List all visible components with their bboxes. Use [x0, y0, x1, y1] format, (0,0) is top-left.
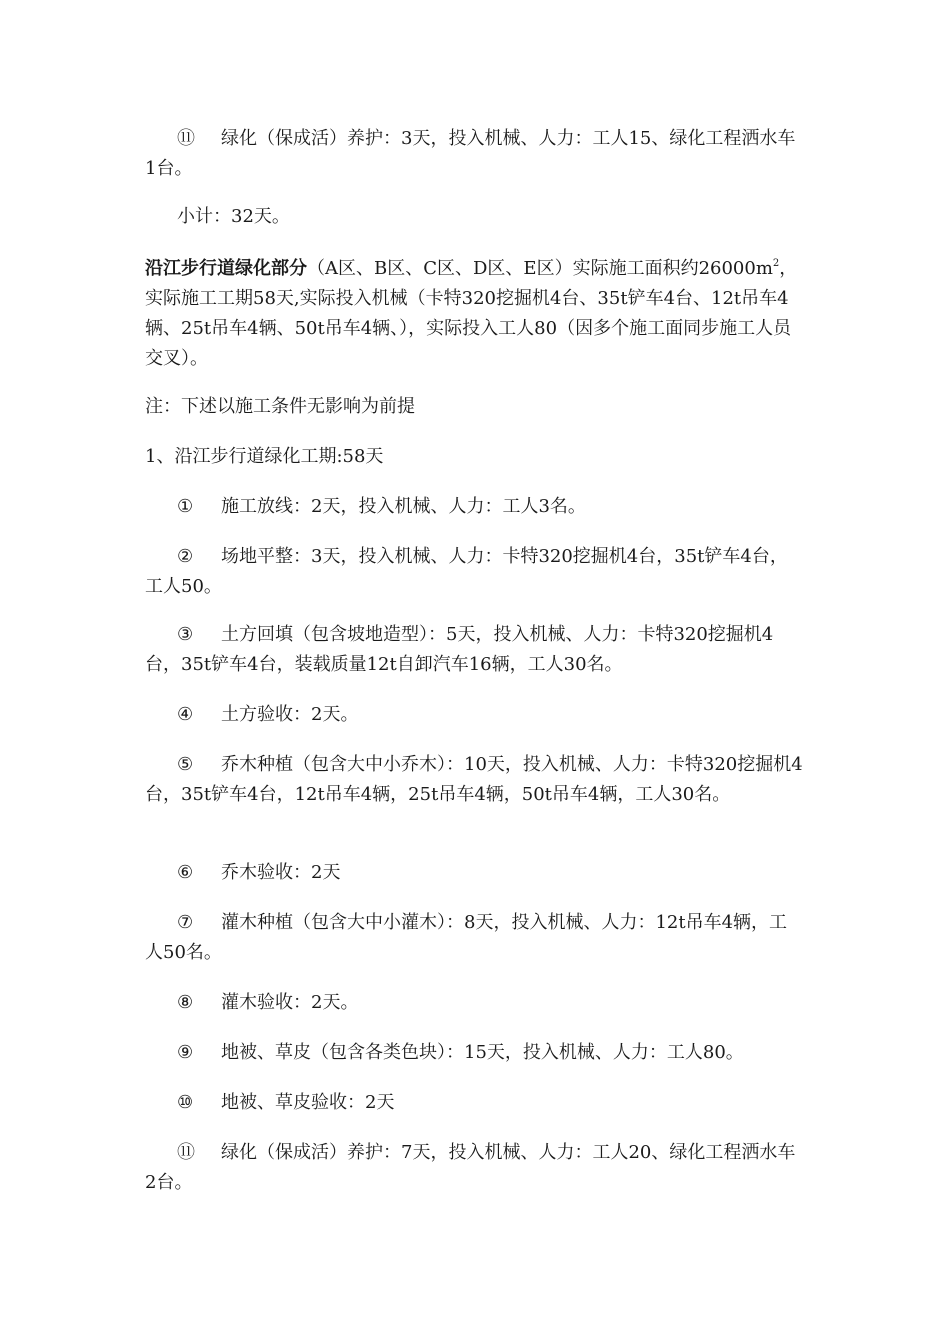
item-number: ① [177, 496, 194, 517]
paragraph-subtotal: 小计：32天。 [177, 206, 290, 227]
item-number: ⑤ [177, 754, 194, 775]
item-text: 绿化（保成活）养护：3天，投入机械、人力：工人15、绿化工程洒水车1台。 [145, 128, 796, 179]
item-text: 地被、草皮（包含各类色块）：15天，投入机械、人力：工人80。 [221, 1042, 744, 1063]
paragraph-item-4 [145, 700, 805, 730]
item-number: ④ [177, 704, 194, 725]
paragraph-item-6 [145, 858, 805, 888]
item-text: 施工放线：2天，投入机械、人力：工人3名。 [221, 496, 586, 517]
paragraph-item-5 [145, 750, 805, 810]
item-text: 绿化（保成活）养护：7天，投入机械、人力：工人20、绿化工程洒水车2台。 [145, 1142, 796, 1193]
item-number: ③ [177, 624, 194, 645]
paragraph-item-2 [145, 542, 805, 602]
item-number: ⑪ [177, 128, 195, 149]
paragraph-item-11-first [145, 124, 805, 184]
paragraph-item-10 [145, 1088, 805, 1118]
item-number: ⑩ [177, 1092, 194, 1113]
paragraph-item-3 [145, 620, 805, 680]
item-text: 场地平整：3天，投入机械、人力：卡特320挖掘机4台，35t铲车4台，工人50。 [145, 546, 788, 597]
item-number: ⑪ [177, 1142, 195, 1163]
paragraph-item-1 [145, 492, 805, 522]
paragraph-item-11 [145, 1138, 805, 1198]
section-text-b: ，实际施工工期58天,实际投入机械（卡特320挖掘机4台、35t铲车4台、12t吊车4辆、25t吊车4辆、50t吊车4辆、），实际投入工人80（因多个施工面同步施工人员交叉）。 [145, 258, 798, 369]
item-text: 乔木验收：2天 [221, 862, 341, 883]
paragraph-section-summary [145, 254, 805, 374]
item-text: 灌木种植（包含大中小灌木）：8天，投入机械、人力：12t吊车4辆，工人50名。 [145, 912, 788, 963]
paragraph-item-8 [145, 988, 805, 1018]
item-text: 土方回填（包含坡地造型）：5天，投入机械、人力：卡特320挖掘机4台，35t铲车4台，装载质量12t自卸汽车16辆，工人30名。 [145, 624, 774, 675]
item-number: ⑨ [177, 1042, 194, 1063]
item-text: 乔木种植（包含大中小乔木）：10天，投入机械、人力：卡特320挖掘机4台，35t铲车4台，12t吊车4辆，25t吊车4辆，50t吊车4辆，工人30名。 [145, 754, 803, 805]
section-text-a: （A区、B区、C区、D区、E区）实际施工面积约26000m [307, 258, 773, 279]
section-superscript: 2 [772, 258, 780, 269]
section-bold-heading: 沿江步行道绿化部分 [145, 258, 307, 279]
paragraph-item-9 [145, 1038, 805, 1068]
paragraph-note: 注：下述以施工条件无影响为前提 [145, 396, 415, 417]
heading-section-1: 1、沿江步行道绿化工期:58天 [145, 446, 384, 467]
paragraph-item-7 [145, 908, 805, 968]
item-number: ⑧ [177, 992, 194, 1013]
item-number: ② [177, 546, 194, 567]
item-number: ⑥ [177, 862, 194, 883]
item-text: 灌木验收：2天。 [221, 992, 359, 1013]
item-text: 地被、草皮验收：2天 [221, 1092, 395, 1113]
item-text: 土方验收：2天。 [221, 704, 359, 725]
item-number: ⑦ [177, 912, 194, 933]
